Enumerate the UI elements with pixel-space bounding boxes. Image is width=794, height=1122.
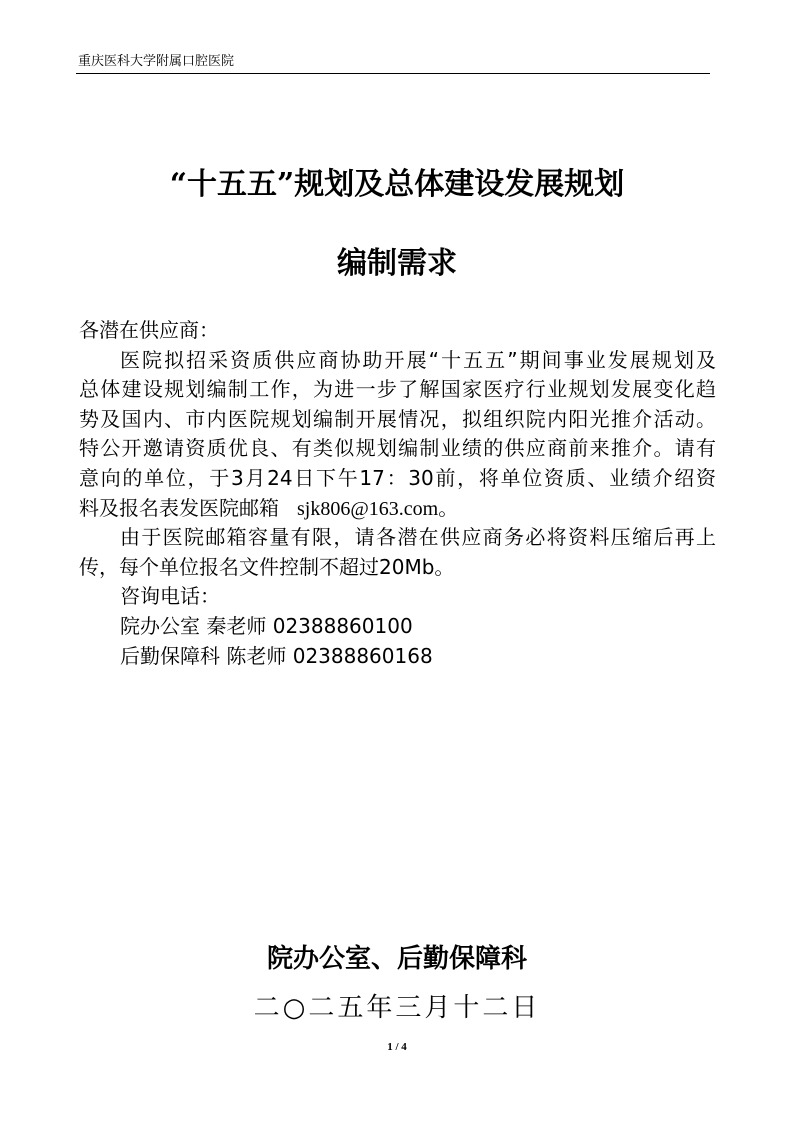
paragraph-2-line-1: 由于医院邮箱容量有限，请各潜在供应商务必将资料压缩后再上 [120,525,716,550]
paragraph-1-line-6 [79,494,719,524]
salutation: 各潜在供应商： [79,318,219,342]
email-address: sjk806@163.com。 [297,497,459,520]
paragraph-1-line-1: 医院拟招采资质供应商协助开展“十五五”期间事业发展规划及 [120,347,716,372]
paragraph-1-line-2: 总体建设规划编制工作，为进一步了解国家医疗行业规划发展变化趋 [79,377,716,402]
paragraph-1-line-5: 意向的单位，于3月24日下午17：30前，将单位资质、业绩介绍资 [79,465,716,490]
header-org-name: 重庆医科大学附属口腔医院 [78,54,235,69]
paragraph-1-last-text: 料及报名表发医院邮箱 [79,495,279,520]
document-body [79,316,719,671]
header-divider [76,73,710,74]
contact-office: 院办公室 秦老师 02388860100 [120,613,413,638]
signature-date: 二○二五年三月十二日 [253,993,541,1023]
page-number: 1 / 4 [387,1041,407,1053]
document-title-line-2: 编制需求 [337,246,457,281]
contact-logistics: 后勤保障科 陈老师 02388860168 [120,643,433,668]
paragraph-1-line-4: 特公开邀请资质优良、有类似规划编制业绩的供应商前来推介。请有 [79,436,716,461]
paragraph-2-line-2: 传，每个单位报名文件控制不超过20Mb。 [79,554,455,579]
document-title-line-1: “十五五”规划及总体建设发展规划 [169,167,625,202]
signature-org: 院办公室、后勤保障科 [266,944,527,974]
contact-heading: 咨询电话： [120,584,220,609]
paragraph-1-line-3: 势及国内、市内医院规划编制开展情况，拟组织院内阳光推介活动。 [79,406,716,431]
